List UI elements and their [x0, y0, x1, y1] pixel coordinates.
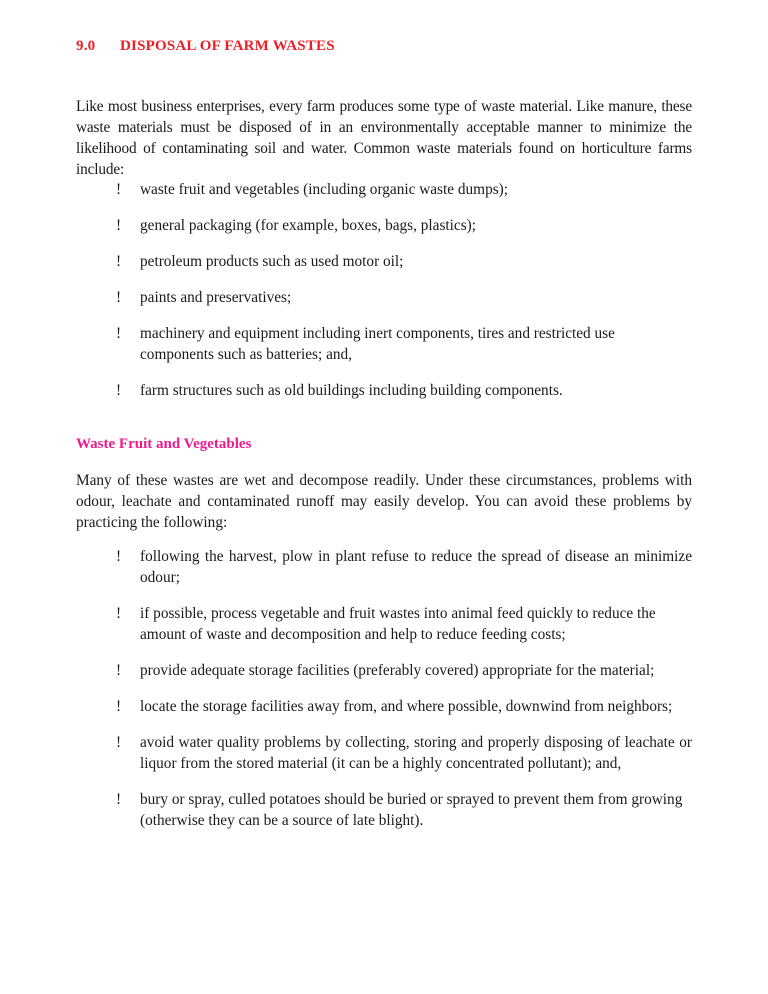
bullet-icon: ! [116, 382, 122, 399]
section-title: DISPOSAL OF FARM WASTES [120, 38, 335, 54]
intro-paragraph: Like most business enterprises, every farm produces some type of waste material. Like manure, these waste materials must be disposed of in an environmentally acceptable manner to minimize the likelihood of contaminating soil and water. Common waste materials found on horticulture farms include: [76, 98, 692, 178]
subsection-intro-paragraph: Many of these wastes are wet and decompose readily. Under these circumstances, problems with odour, leachate and contaminated runoff may easily develop. You can avoid these problems by practicing the following: [76, 472, 692, 531]
list-item: ! waste fruit and vegetables (including organic waste dumps); [116, 181, 509, 198]
subsection-heading: Waste Fruit and Vegetables [76, 436, 252, 452]
bullet-icon: ! [116, 698, 122, 715]
practices-list [116, 546, 692, 846]
list-item: ! petroleum products such as used motor oil; [116, 253, 404, 270]
bullet-icon: ! [116, 791, 122, 808]
list-item: ! locate the storage facilities away from, and where possible, downwind from neighbors; [116, 698, 673, 715]
list-item: ! general packaging (for example, boxes, bags, plastics); [116, 217, 476, 234]
list-item: ! paints and preservatives; [116, 289, 292, 306]
list-item: ! machinery and equipment including inert components, tires and restricted use components such as batteries; and, [116, 325, 615, 363]
bullet-icon: ! [116, 605, 122, 622]
waste-materials-list [116, 179, 692, 416]
section-heading [76, 38, 335, 55]
bullet-icon: ! [116, 253, 122, 270]
list-item: ! if possible, process vegetable and fruit wastes into animal feed quickly to reduce the amount of waste and decomposition and help to reduce feeding costs; [116, 605, 656, 643]
bullet-icon: ! [116, 181, 122, 198]
bullet-icon: ! [116, 734, 122, 751]
bullet-icon: ! [116, 217, 122, 234]
list-item: ! bury or spray, culled potatoes should be buried or sprayed to prevent them from growing (otherwise they can be a source of late blight). [116, 791, 683, 829]
section-number: 9.0 [76, 38, 96, 54]
list-item: ! following the harvest, plow in plant refuse to reduce the spread of disease an minimize odour; [116, 548, 692, 586]
bullet-icon: ! [116, 325, 122, 342]
list-item: ! provide adequate storage facilities (preferably covered) appropriate for the material; [116, 662, 655, 679]
bullet-icon: ! [116, 662, 122, 679]
bullet-icon: ! [116, 548, 122, 565]
bullet-icon: ! [116, 289, 122, 306]
list-item: ! avoid water quality problems by collecting, storing and properly disposing of leachate or liquor from the stored material (it can be a highly concentrated pollutant); and, [116, 734, 692, 772]
list-item: ! farm structures such as old buildings including building components. [116, 382, 563, 399]
